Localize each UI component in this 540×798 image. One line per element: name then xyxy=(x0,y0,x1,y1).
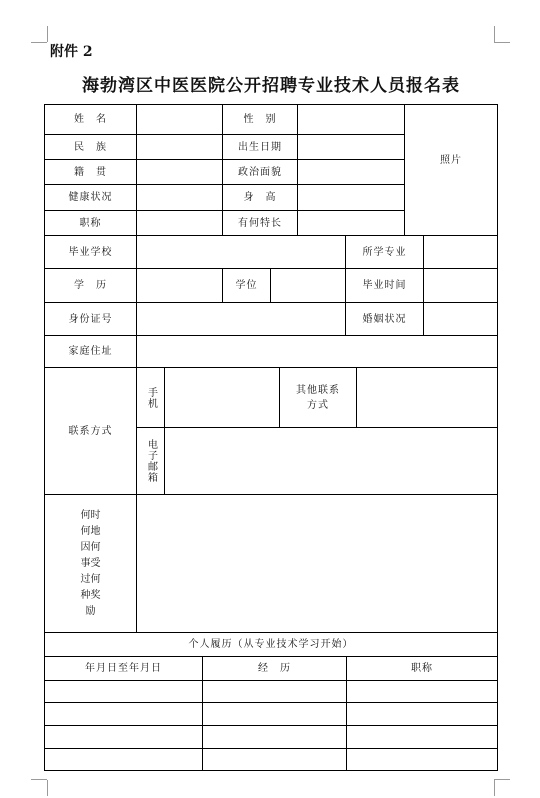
label-birthdate: 出生日期 xyxy=(238,141,282,153)
grad-time-input[interactable] xyxy=(424,269,497,302)
attachment-label: 附件 2 xyxy=(50,44,93,60)
name-input[interactable] xyxy=(137,105,222,134)
label-marital: 婚姻状况 xyxy=(362,313,407,325)
marital-input[interactable] xyxy=(424,303,497,335)
label-major: 所学专业 xyxy=(362,246,407,258)
resume-row-2-experience[interactable] xyxy=(203,703,346,725)
photo-area[interactable] xyxy=(405,105,497,235)
crop-mark xyxy=(494,780,495,796)
resume-row-3-date[interactable] xyxy=(45,726,202,748)
crop-mark xyxy=(47,780,48,796)
address-input[interactable] xyxy=(137,336,497,367)
label-awards-text: 何时何地因何事受过何种奖励 xyxy=(80,509,101,617)
resume-header-experience: 经 历 xyxy=(258,663,291,674)
label-mobile-text: 手机 xyxy=(145,386,157,409)
table-line xyxy=(44,770,498,771)
crop-mark xyxy=(47,26,48,42)
resume-row-2-date[interactable] xyxy=(45,703,202,725)
crop-mark xyxy=(31,42,47,43)
label-grad-time: 毕业时间 xyxy=(362,280,407,291)
label-other-contact-line2: 方式 xyxy=(307,399,329,411)
native-place-input[interactable] xyxy=(137,160,222,184)
label-mobile xyxy=(137,368,164,427)
resume-row-1-experience[interactable] xyxy=(203,681,346,702)
resume-row-1-rank[interactable] xyxy=(347,681,497,702)
label-health: 健康状况 xyxy=(68,192,113,203)
label-native-place: 籍 贯 xyxy=(74,166,107,178)
resume-section-title: 个人履历（从专业技术学习开始） xyxy=(188,639,354,650)
title-rank-input[interactable] xyxy=(137,211,222,235)
crop-mark xyxy=(494,779,510,780)
label-education: 学 历 xyxy=(74,280,107,291)
label-id-number: 身份证号 xyxy=(68,313,113,325)
education-input[interactable] xyxy=(137,269,222,302)
height-input[interactable] xyxy=(298,185,404,210)
gender-input[interactable] xyxy=(298,105,404,134)
resume-row-2-rank[interactable] xyxy=(347,703,497,725)
label-photo: 照片 xyxy=(440,154,462,166)
label-height: 身 高 xyxy=(243,192,277,203)
birthdate-input[interactable] xyxy=(298,135,404,159)
email-input[interactable] xyxy=(165,428,497,494)
resume-row-4-experience[interactable] xyxy=(203,749,346,770)
specialty-input[interactable] xyxy=(298,211,404,235)
ethnicity-input[interactable] xyxy=(137,135,222,159)
mobile-input[interactable] xyxy=(165,368,279,427)
label-ethnicity: 民 族 xyxy=(74,141,107,153)
label-name: 姓 名 xyxy=(74,114,107,125)
school-input[interactable] xyxy=(137,236,345,268)
label-other-contact-line1: 其他联系 xyxy=(296,384,340,396)
resume-row-4-rank[interactable] xyxy=(347,749,497,770)
form-title: 海勃湾区中医医院公开招聘专业技术人员报名表 xyxy=(82,76,460,96)
label-email-text: 电子邮箱 xyxy=(145,439,157,483)
resume-row-3-experience[interactable] xyxy=(203,726,346,748)
id-number-input[interactable] xyxy=(137,303,345,335)
crop-mark xyxy=(494,42,510,43)
crop-mark xyxy=(31,779,47,780)
label-awards xyxy=(45,495,136,632)
crop-mark xyxy=(494,26,495,42)
table-border xyxy=(497,104,498,771)
other-contact-input[interactable] xyxy=(357,368,497,427)
label-political-status: 政治面貌 xyxy=(238,166,282,178)
resume-row-3-rank[interactable] xyxy=(347,726,497,748)
label-school: 毕业学校 xyxy=(68,246,113,258)
awards-input[interactable] xyxy=(137,495,497,632)
label-email xyxy=(137,428,164,494)
label-title-rank: 职称 xyxy=(79,217,102,229)
resume-header-rank: 职称 xyxy=(411,663,433,674)
degree-input[interactable] xyxy=(271,269,345,302)
label-contact: 联系方式 xyxy=(68,425,113,437)
label-gender: 性 别 xyxy=(243,114,277,125)
label-degree: 学位 xyxy=(235,280,258,291)
resume-row-1-date[interactable] xyxy=(45,681,202,702)
political-status-input[interactable] xyxy=(298,160,404,184)
resume-row-4-date[interactable] xyxy=(45,749,202,770)
label-address: 家庭住址 xyxy=(68,346,113,357)
health-input[interactable] xyxy=(137,185,222,210)
resume-header-date: 年月日至年月日 xyxy=(85,663,162,674)
major-input[interactable] xyxy=(424,236,497,268)
label-other-contact xyxy=(280,368,356,427)
label-specialty: 有何特长 xyxy=(238,217,282,229)
